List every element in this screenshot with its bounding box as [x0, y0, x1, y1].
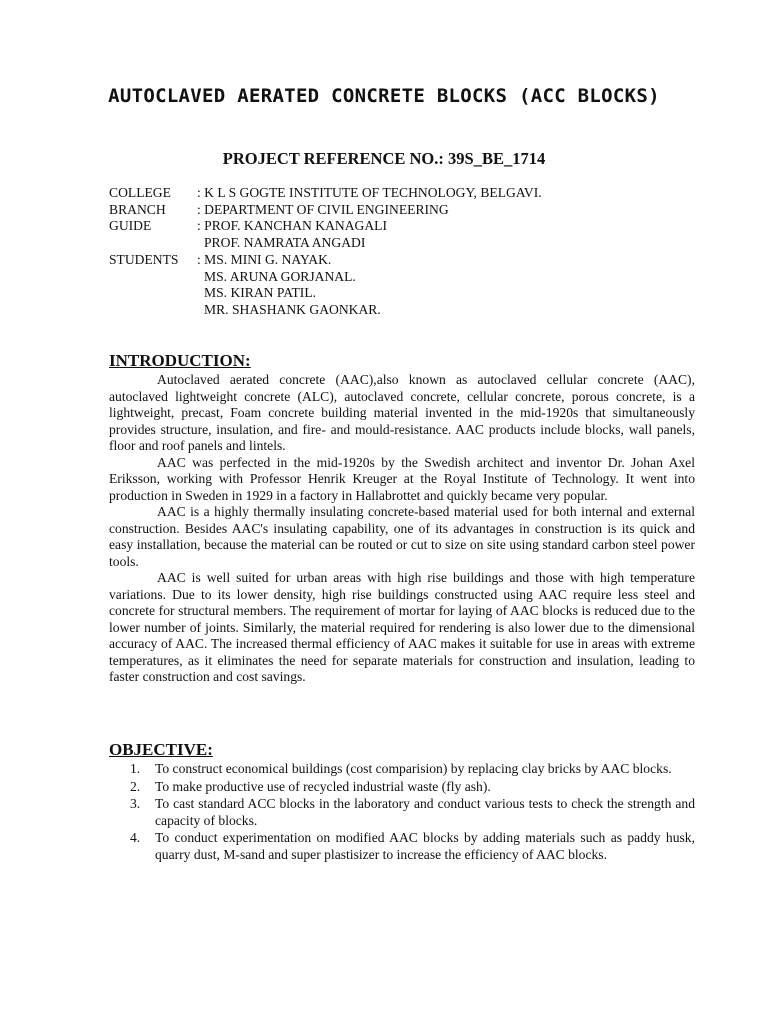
list-item	[109, 796, 695, 829]
project-reference: PROJECT REFERENCE NO.: 39S_BE_1714	[222, 149, 546, 168]
list-item-number: 1.	[130, 761, 141, 776]
introduction-paragraph: AAC was perfected in the mid-1920s by the Swedish architect and inventor Dr. Johan Axel Eriksson, working with Professor Henrik Kreuger at the Royal Institute of Technology. It went into production in Sweden in 1929 in a factory in Hallabrottet and quickly became very popular.	[109, 454, 695, 503]
student-name: MR. SHASHANK GAONKAR.	[204, 301, 381, 317]
list-item-number: 2.	[130, 778, 141, 794]
info-row-students	[109, 252, 669, 269]
list-item	[109, 779, 695, 796]
objective-list	[109, 761, 695, 865]
guide-second-name: PROF. NAMRATA ANGADI	[204, 235, 366, 251]
introduction-heading: INTRODUCTION:	[109, 351, 251, 370]
info-row-branch	[109, 202, 669, 219]
college-label: COLLEGE	[109, 185, 171, 200]
project-info-block	[109, 185, 669, 319]
student-name: MS. KIRAN PATIL.	[204, 285, 317, 301]
branch-label: BRANCH	[109, 201, 166, 217]
list-item-number: 4.	[130, 830, 141, 846]
introduction-paragraph: AAC is a highly thermally insulating concrete-based material used for both internal and external construction. Besides AAC's insulating capability, one of its advantages in construction is its quick and easy installation, because the material can be routed or cut to size on site using standard carbon steel power tools.	[109, 504, 695, 569]
info-row-college	[109, 185, 669, 202]
list-item-text: To cast standard ACC blocks in the laboratory and conduct various tests to check the strength and capacity of blocks.	[155, 796, 695, 828]
student-name: MS. ARUNA GORJANAL.	[204, 268, 356, 284]
guide-value: : PROF. KANCHAN KANAGALI	[197, 218, 387, 234]
introduction-paragraph: AAC is well suited for urban areas with high rise buildings and those with high temperature variations. Due to its lower density, high rise buildings constructed using AAC require less steel and concrete for structural members. The requirement of mortar for laying of AAC blocks is reduced due to the lower number of joints. Similarly, the material required for rendering is also lower due to the dimensional accuracy of AAC. The increased thermal efficiency of AAC makes it suitable for use in areas with extreme temperatures, as it eliminates the need for separate materials for construction and insulation, leading to faster construction and cost savings.	[109, 570, 695, 684]
list-item-text: To construct economical buildings (cost comparision) by replacing clay bricks by AAC blocks.	[155, 761, 672, 776]
introduction-body	[109, 372, 695, 686]
objective-heading: OBJECTIVE:	[109, 740, 213, 759]
document-title: AUTOCLAVED AERATED CONCRETE BLOCKS (ACC BLOCKS)	[108, 85, 660, 107]
list-item-number: 3.	[130, 796, 141, 812]
list-item	[109, 830, 695, 863]
students-label: STUDENTS	[109, 251, 179, 267]
list-item-text: To conduct experimentation on modified AAC blocks by adding materials such as paddy husk, quarry dust, M-sand and super plastisizer to increase the efficiency of AAC blocks.	[155, 830, 695, 862]
introduction-paragraph: Autoclaved aerated concrete (AAC),also known as autoclaved cellular concrete (AAC), autoclaved lightweight concrete (ALC), autoclaved concrete, cellular concrete, porous concrete, is a lightweight, precast, Foam concrete building material invented in the mid-1920s that simultaneously provides structure, insulation, and fire- and mould-resistance. AAC products include blocks, wall panels, floor and roof panels and lintels.	[109, 372, 695, 453]
college-value: : K L S GOGTE INSTITUTE OF TECHNOLOGY, BELGAVI.	[197, 185, 542, 200]
list-item	[109, 761, 695, 778]
info-row-guide	[109, 218, 669, 235]
guide-label: GUIDE	[109, 218, 152, 234]
students-value: : MS. MINI G. NAYAK.	[197, 251, 332, 267]
branch-value: : DEPARTMENT OF CIVIL ENGINEERING	[197, 201, 449, 217]
list-item-text: To make productive use of recycled industrial waste (fly ash).	[155, 778, 491, 794]
